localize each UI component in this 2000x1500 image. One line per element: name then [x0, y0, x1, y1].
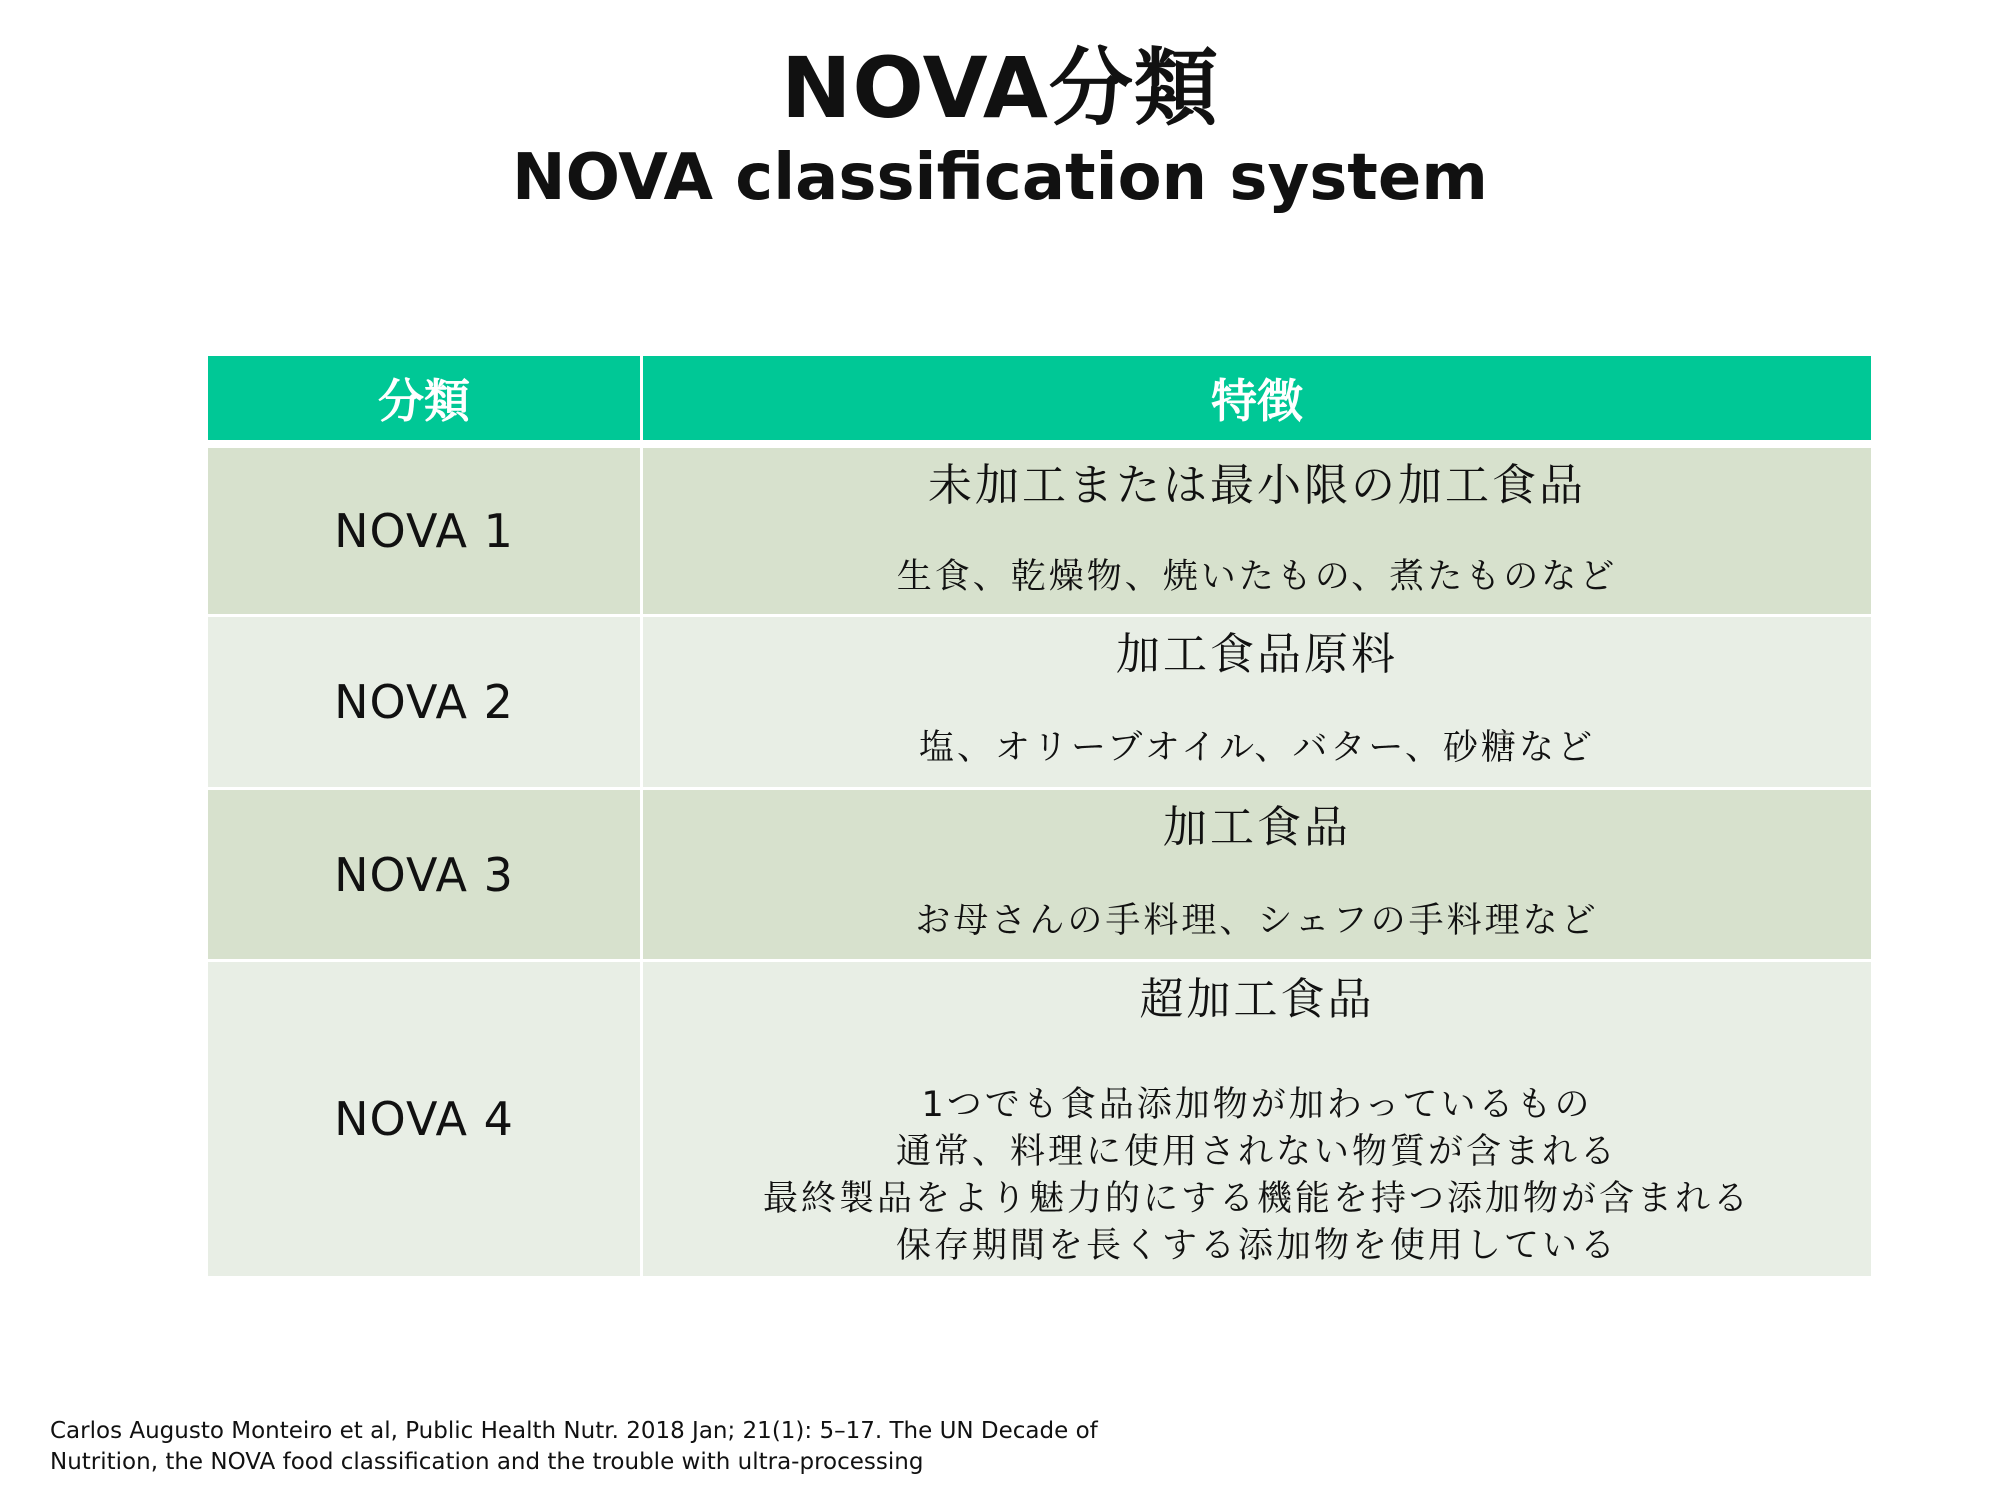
citation [50, 1416, 1350, 1478]
feature-examples [643, 898, 1871, 945]
feature-example-line: 塩、オリーブオイル、バター、砂糖など [919, 728, 1595, 768]
feature-title: 超加工食品 [1139, 974, 1375, 1025]
table-row-nova-3 [208, 790, 1871, 962]
table-row-nova-4 [208, 962, 1871, 1279]
feature-example-line: お母さんの手料理、シェフの手料理など [915, 901, 1599, 941]
feature-example-line: 通常、料理に使用されない物質が含まれる [895, 1132, 1618, 1172]
feature-cell [643, 962, 1871, 1279]
page-subtitle: NOVA classification system [512, 141, 1488, 215]
category-cell: NOVA 4 [208, 962, 643, 1279]
feature-cell [643, 448, 1871, 617]
page-title: NOVA分類 [781, 39, 1219, 137]
citation-line: Carlos Augusto Monteiro et al, Public Health Nutr. 2018 Jan; 21(1): 5–17. The UN Decade of [50, 1418, 1098, 1444]
feature-examples [643, 1082, 1871, 1270]
header-category: 分類 [208, 356, 643, 448]
feature-cell [643, 790, 1871, 962]
nova-classification-table [208, 356, 1871, 1279]
citation-line: Nutrition, the NOVA food classification and the trouble with ultra-processing [50, 1449, 924, 1475]
feature-example-line: 1つでも食品添加物が加わっているもの [921, 1085, 1593, 1125]
table-row-nova-2 [208, 617, 1871, 790]
table-header-row [208, 356, 1871, 448]
feature-title: 加工食品 [1163, 802, 1351, 853]
feature-example-line: 最終製品をより魅力的にする機能を持つ添加物が含まれる [762, 1179, 1751, 1219]
feature-example-line: 生食、乾燥物、焼いたもの、煮たものなど [896, 557, 1618, 597]
table-row-nova-1 [208, 448, 1871, 617]
feature-title: 加工食品原料 [1116, 629, 1398, 680]
category-cell: NOVA 1 [208, 448, 643, 617]
feature-examples [643, 725, 1871, 772]
feature-example-line: 保存期間を長くする添加物を使用している [895, 1226, 1618, 1266]
feature-examples [643, 554, 1871, 601]
category-cell: NOVA 3 [208, 790, 643, 962]
category-cell: NOVA 2 [208, 617, 643, 790]
header-features: 特徴 [643, 356, 1871, 448]
feature-title: 未加工または最小限の加工食品 [928, 460, 1586, 511]
feature-cell [643, 617, 1871, 790]
